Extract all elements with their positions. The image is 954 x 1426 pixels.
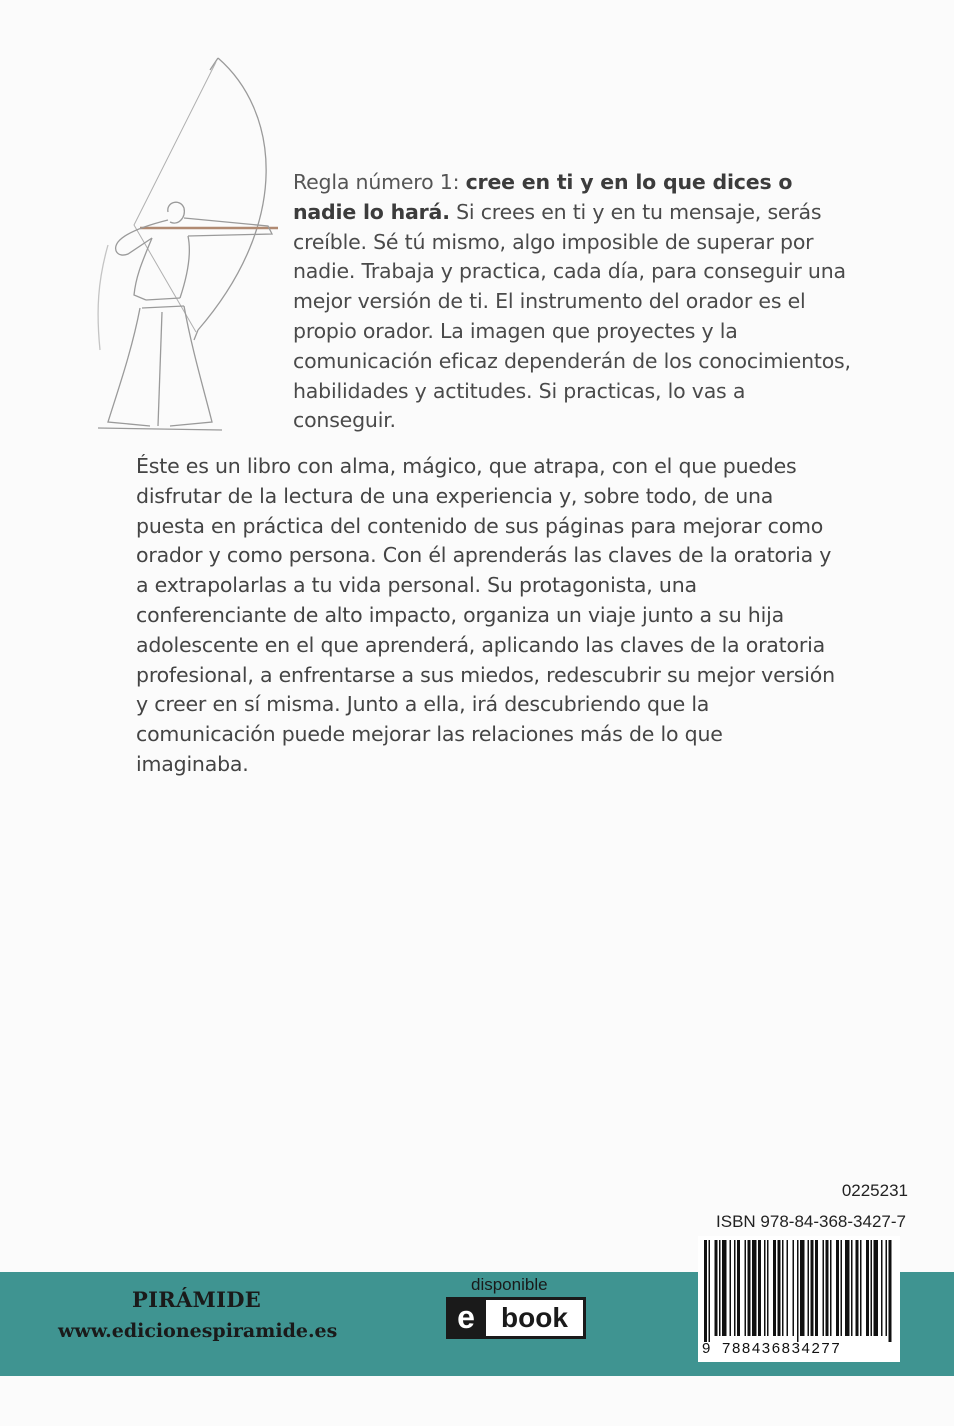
barcode-bar (782, 1240, 784, 1336)
barcode-bar (773, 1240, 776, 1336)
barcode-bar (823, 1240, 825, 1336)
barcode-bar (748, 1240, 751, 1336)
barcode-bar (841, 1240, 843, 1336)
barcode-bar (856, 1240, 859, 1336)
barcode-bar (800, 1240, 805, 1336)
barcode-bar (886, 1240, 888, 1336)
rule-rest: Si crees en ti y en tu mensaje, serás creíble. Sé tú mismo, algo imposible de superar por nadie. Trabaja y practica, cada día, para conseguir una mejor versión de ti. El instrumento del orador es el propio orador. La imagen que proyectes y la comunicación eficaz dependerán de los conocimientos, habilidades y actitudes. Si practicas, lo vas a conseguir. (293, 199, 851, 433)
barcode-bar (830, 1240, 832, 1336)
barcode (698, 1236, 900, 1362)
barcode-bar (797, 1240, 799, 1342)
rule-paragraph (293, 168, 853, 436)
barcode-bar (881, 1240, 883, 1336)
barcode-bar (758, 1240, 761, 1336)
barcode-bar (866, 1240, 869, 1336)
barcode-bar (778, 1240, 781, 1336)
ebook-available-label: disponible (471, 1275, 548, 1294)
barcode-bar (871, 1240, 873, 1336)
barcode-bar (826, 1240, 829, 1336)
ebook-word: book (501, 1302, 568, 1333)
barcode-bar (787, 1240, 789, 1336)
barcode-bar (730, 1240, 732, 1336)
barcode-bar (722, 1240, 727, 1336)
barcode-bar (745, 1240, 747, 1336)
barcode-bar (767, 1240, 769, 1336)
barcode-bars (698, 1236, 900, 1342)
barcode-bar (715, 1240, 718, 1336)
rule-lead: Regla número 1: (293, 170, 466, 194)
barcode-bar (764, 1240, 766, 1336)
barcode-bar (851, 1240, 853, 1336)
barcode-bar (874, 1240, 879, 1336)
barcode-bar (752, 1240, 757, 1336)
barcode-bar (889, 1240, 892, 1342)
publisher-website: www.edicionespiramide.es (58, 1320, 338, 1342)
isbn-label: ISBN 978-84-368-3427-7 (716, 1212, 906, 1231)
barcode-bar (860, 1240, 862, 1336)
barcode-bar (815, 1240, 818, 1336)
publisher-name: PIRÁMIDE (132, 1287, 262, 1312)
barcode-bar (811, 1240, 814, 1336)
barcode-bar (808, 1240, 810, 1336)
product-code: 0225231 (841, 1181, 908, 1200)
archer-illustration (88, 50, 288, 440)
description-paragraph: Éste es un libro con alma, mágico, que atrapa, con el que puedes disfrutar de la lectura de una experiencia y, sobre todo, de una puesta en práctica del contenido de sus páginas para mejorar como orador y como persona. Con él aprenderás las claves de la oratoria y a extrapolarlas a tu vida personal. Su protagonista, una conferenciante de alto impacto, organiza un viaje junto a su hija adolescente en el que aprenderá, aplicando las claves de la oratoria profesional, a enfrentarse a sus miedos, redescubrir su mejor versión y creer en sí misma. Junto a ella, irá descubriendo que la comunicación puede mejorar las relaciones más de lo que imaginaba. (136, 454, 835, 776)
barcode-bar (709, 1240, 711, 1342)
barcode-bar (845, 1240, 850, 1336)
barcode-bar (836, 1240, 839, 1336)
ebook-logo (446, 1297, 586, 1339)
barcode-bar (737, 1240, 740, 1336)
barcode-bar (704, 1240, 707, 1342)
barcode-bar (793, 1240, 795, 1336)
barcode-number: 788436834277 (722, 1340, 842, 1357)
barcode-bar (734, 1240, 736, 1336)
barcode-bar (719, 1240, 721, 1336)
rule-bold: cree en ti y en lo que dices o nadie lo hará. (293, 170, 793, 224)
barcode-first-digit: 9 (702, 1340, 712, 1357)
ebook-letter: e (446, 1297, 486, 1337)
